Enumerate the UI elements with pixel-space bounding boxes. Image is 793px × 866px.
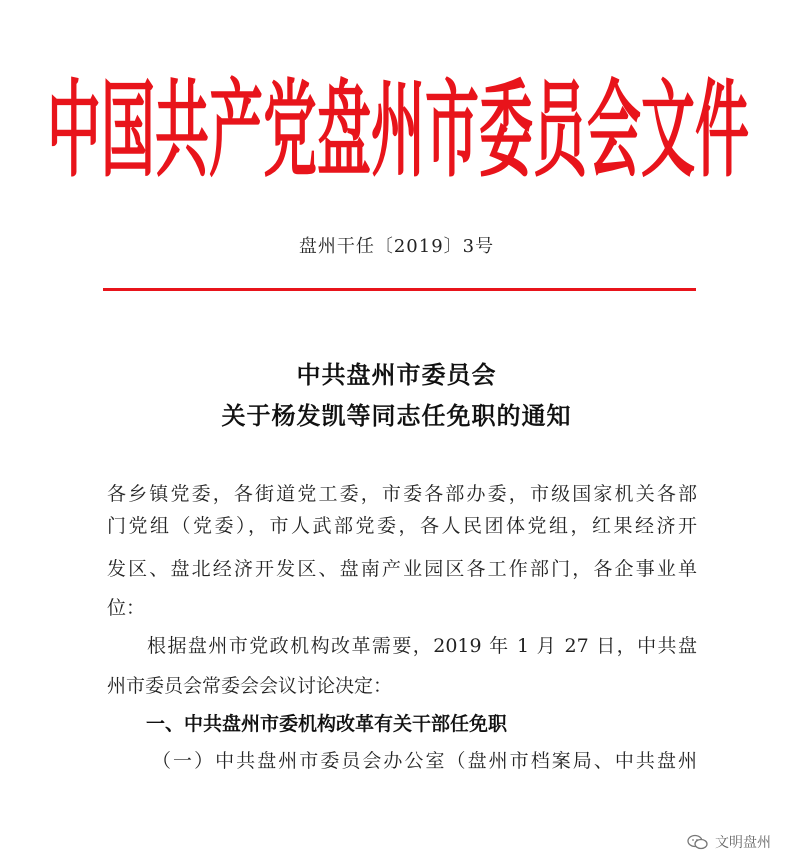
masthead-title: 中国共产党盘州市委员会文件 bbox=[47, 68, 749, 192]
wechat-icon bbox=[687, 834, 709, 850]
watermark-text: 文明盘州 bbox=[715, 835, 771, 851]
section-heading: 一、中共盘州市委机构改革有关干部任免职 bbox=[146, 713, 508, 735]
document-number: 盘州干任〔2019〕3号 bbox=[298, 236, 495, 257]
red-divider bbox=[103, 288, 696, 291]
document-masthead bbox=[47, 62, 749, 192]
recipients-line: 位： bbox=[107, 597, 146, 619]
notice-title-line1: 中共盘州市委员会 bbox=[296, 360, 497, 389]
recipients-line: 各乡镇党委，各街道党工委，市委各部办委，市级国家机关各部 bbox=[107, 483, 697, 505]
recipients-line: 门党组（党委），市人武部党委，各人民团体党组，红果经济开 bbox=[107, 515, 697, 537]
intro-line: 根据盘州市党政机构改革需要，2019 年 1 月 27 日，中共盘 bbox=[147, 635, 697, 657]
notice-title-line2: 关于杨发凯等同志任免职的通知 bbox=[221, 401, 572, 430]
intro-line: 州市委员会常委会会议讨论决定： bbox=[107, 675, 393, 697]
recipients-line: 发区、盘北经济开发区、盘南产业园区各工作部门，各企事业单 bbox=[107, 558, 697, 580]
subsection-line: （一）中共盘州市委员会办公室（盘州市档案局、中共盘州 bbox=[152, 750, 697, 772]
watermark bbox=[687, 832, 771, 852]
